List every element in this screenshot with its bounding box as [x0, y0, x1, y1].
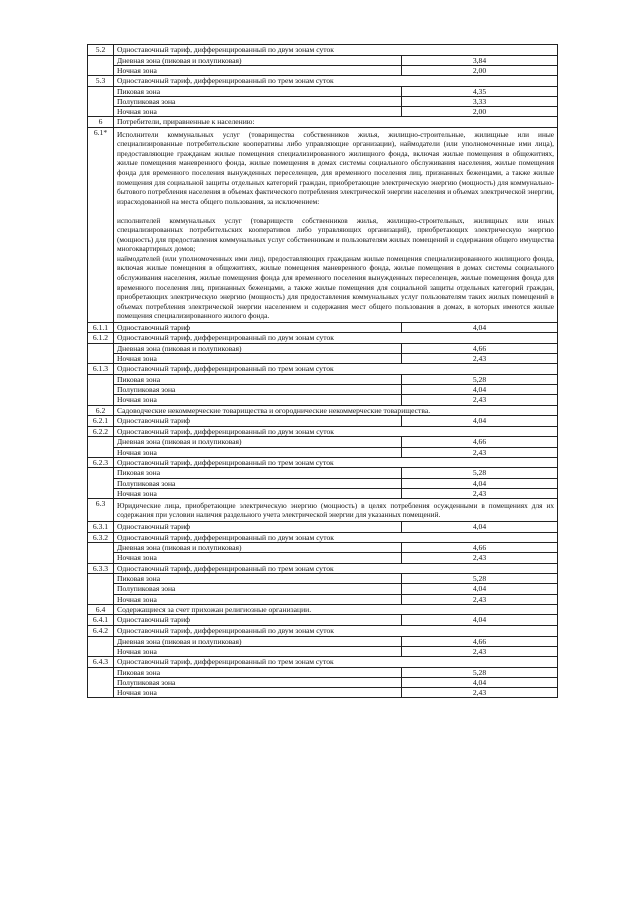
tariff-value: 5,28: [402, 667, 558, 677]
zone-label: Ночная зона: [114, 395, 402, 405]
tariff-value: 5,28: [402, 374, 558, 384]
tariff-value: 4,04: [402, 416, 558, 427]
zone-label: Пиковая зона: [114, 667, 402, 677]
table-row: [88, 488, 558, 498]
row-number: 6.1.2: [88, 333, 114, 344]
table-row: [88, 405, 558, 416]
row-title: Содержащиеся за счет прихожан религиозные организации.: [114, 604, 558, 615]
row-description: Исполнители коммунальных услуг (товарищества собственников жилья, жилищно-строительные, жилищные или иные специализированные потребительские кооперативы либо управляющие организации), наймодатели (или уполномоченные ими лица), предоставляющие гражданам жилые помещения специализированного жилищного фонда, включая жилые помещения в общежитиях, жилые помещения маневренного фонда, жилые помещения в домах системы социального обслуживания населения, жилые помещения фонда для временного поселения вынужденных переселенцев, для временного поселения лиц, признанных беженцами, а также жилые помещения для социальной защиты отдельных категорий граждан, приобретающие электрическую энергию (мощность) для коммунально-бытового потребления населения в объемах фактического потребления электрической энергии населения и объемах электрической энергии, израсходованной на места общего пользования, за исключением: исполнителей коммунальных услуг (товариществ собственников жилья, жилищно-строительных, жилищных или иных специализированных потребительских кооперативов либо управляющих организаций), приобретающих электрическую энергию (мощность) для предоставления коммунальных услуг собственникам и пользователям жилых помещений и содержания общего имущества многоквартирных домов; наймодателей (или уполномоченных ими лиц), предоставляющих гражданам жилые помещения специализированного жилищного фонда, включая жилые помещения в общежитиях, жилые помещения маневренного фонда, жилые помещения в домах системы социального обслуживания населения, жилые помещения фонда для временного поселения вынужденных переселенцев, жилые помещения фонда для временного поселения лиц, признанных беженцами, а также жилые помещения для социальной защиты отдельных категорий граждан, приобретающих электрическую энергию (мощность) для предоставления коммунальных услуг пользователям таких жилых помещений в объемах потребления электрической энергии населением и содержания мест общего пользования в домах, в которых имеются жилые помещения специализированного жилого фонда.: [114, 127, 558, 322]
zone-label: Полупиковая зона: [114, 677, 402, 687]
tariff-value: 4,66: [402, 343, 558, 353]
row-number: 6.2: [88, 405, 114, 416]
zone-label: Пиковая зона: [114, 86, 402, 96]
zone-label: Ночная зона: [114, 65, 402, 75]
table-row: [88, 374, 558, 384]
tariff-value: 4,04: [402, 322, 558, 333]
row-number: 6.1.3: [88, 364, 114, 375]
table-row: [88, 543, 558, 553]
zone-label: Ночная зона: [114, 354, 402, 364]
table-row: [88, 364, 558, 375]
table-row: [88, 65, 558, 75]
table-row: [88, 615, 558, 626]
zone-label: Ночная зона: [114, 447, 402, 457]
tariff-value: 2,43: [402, 488, 558, 498]
tariff-value: 2,43: [402, 354, 558, 364]
tariff-value: 2,43: [402, 395, 558, 405]
row-title: Одноставочный тариф, дифференцированный по двум зонам суток: [114, 333, 558, 344]
row-title: Одноставочный тариф, дифференцированный по трем зонам суток: [114, 657, 558, 668]
table-row: [88, 553, 558, 563]
row-title: Одноставочный тариф, дифференцированный по трем зонам суток: [114, 364, 558, 375]
tariff-value: 4,04: [402, 677, 558, 687]
table-row: [88, 677, 558, 687]
table-row: [88, 322, 558, 333]
row-title: Потребители, приравненные к населению:: [114, 117, 558, 128]
zone-label: Ночная зона: [114, 553, 402, 563]
tariff-value: 5,28: [402, 574, 558, 584]
tariff-value: 4,66: [402, 543, 558, 553]
table-row: [88, 532, 558, 543]
row-description: Юридические лица, приобретающие электрическую энергию (мощность) в целях потребления осужденными в помещениях для их содержания при условии наличия раздельного учета электрической энергии для указанных помещений.: [114, 498, 558, 521]
row-number: 6.3: [88, 498, 114, 521]
zone-label: Ночная зона: [114, 107, 402, 117]
tariff-table: [87, 44, 558, 698]
table-row: [88, 688, 558, 698]
table-row: [88, 626, 558, 637]
row-title: Одноставочный тариф, дифференцированный по двум зонам суток: [114, 626, 558, 637]
zone-label: Дневная зона (пиковая и полупиковая): [114, 55, 402, 65]
table-row: [88, 457, 558, 468]
row-number: 6.3.2: [88, 532, 114, 543]
zone-label: Полупиковая зона: [114, 584, 402, 594]
tariff-value: 3,84: [402, 55, 558, 65]
table-row: [88, 657, 558, 668]
zone-label: Ночная зона: [114, 488, 402, 498]
zone-label: Пиковая зона: [114, 468, 402, 478]
zone-label: Ночная зона: [114, 646, 402, 656]
table-row: [88, 86, 558, 96]
table-row: [88, 584, 558, 594]
tariff-value: 2,43: [402, 447, 558, 457]
table-row: [88, 522, 558, 533]
row-number: 6: [88, 117, 114, 128]
zone-label: Дневная зона (пиковая и полупиковая): [114, 543, 402, 553]
row-number: 6.4: [88, 604, 114, 615]
table-row: [88, 574, 558, 584]
tariff-value: 2,43: [402, 594, 558, 604]
row-title: Одноставочный тариф, дифференцированный по трем зонам суток: [114, 76, 558, 87]
tariff-value: 4,04: [402, 478, 558, 488]
tariff-value: 2,00: [402, 65, 558, 75]
row-number: 5.2: [88, 45, 114, 56]
row-title: Одноставочный тариф, дифференцированный по двум зонам суток: [114, 532, 558, 543]
tariff-value: 4,04: [402, 584, 558, 594]
row-number: 6.2.3: [88, 457, 114, 468]
table-row: [88, 478, 558, 488]
zone-label: Полупиковая зона: [114, 96, 402, 106]
table-row: [88, 437, 558, 447]
tariff-value: 4,66: [402, 636, 558, 646]
row-number: 6.1*: [88, 127, 114, 322]
table-row: [88, 333, 558, 344]
tariff-value: 4,04: [402, 615, 558, 626]
row-title: Одноставочный тариф: [114, 615, 402, 626]
row-number: 6.2.2: [88, 426, 114, 437]
row-title: Одноставочный тариф, дифференцированный по двум зонам суток: [114, 45, 558, 56]
zone-label: Ночная зона: [114, 594, 402, 604]
tariff-value: 2,00: [402, 107, 558, 117]
row-number: 6.4.1: [88, 615, 114, 626]
table-row: [88, 55, 558, 65]
row-number: 6.4.3: [88, 657, 114, 668]
table-row: [88, 416, 558, 427]
table-row: [88, 426, 558, 437]
table-row: [88, 447, 558, 457]
zone-label: Пиковая зона: [114, 374, 402, 384]
zone-label: Ночная зона: [114, 688, 402, 698]
tariff-value: 4,66: [402, 437, 558, 447]
row-number: 6.1.1: [88, 322, 114, 333]
table-row: [88, 76, 558, 87]
table-row: [88, 117, 558, 128]
row-number: 6.3.1: [88, 522, 114, 533]
table-row: [88, 96, 558, 106]
table-row: [88, 646, 558, 656]
row-number: 6.2.1: [88, 416, 114, 427]
row-title: Одноставочный тариф, дифференцированный по трем зонам суток: [114, 563, 558, 574]
zone-label: Полупиковая зона: [114, 478, 402, 488]
tariff-value: 3,33: [402, 96, 558, 106]
tariff-value: 4,04: [402, 385, 558, 395]
tariff-value: 4,04: [402, 522, 558, 533]
row-title: Одноставочный тариф, дифференцированный по трем зонам суток: [114, 457, 558, 468]
tariff-value: 2,43: [402, 646, 558, 656]
zone-label: Пиковая зона: [114, 574, 402, 584]
table-row: [88, 354, 558, 364]
row-title: Одноставочный тариф: [114, 322, 402, 333]
zone-label: Дневная зона (пиковая и полупиковая): [114, 636, 402, 646]
zone-label: Дневная зона (пиковая и полупиковая): [114, 437, 402, 447]
table-row: [88, 667, 558, 677]
row-title: Одноставочный тариф, дифференцированный по двум зонам суток: [114, 426, 558, 437]
table-row: [88, 468, 558, 478]
table-row: [88, 385, 558, 395]
tariff-value: 2,43: [402, 688, 558, 698]
table-row: [88, 636, 558, 646]
row-number: 6.3.3: [88, 563, 114, 574]
table-row: [88, 127, 558, 322]
tariff-value: 4,35: [402, 86, 558, 96]
table-row: [88, 107, 558, 117]
row-title: Садоводческие некоммерческие товарищества и огороднические некоммерческие товарищества.: [114, 405, 558, 416]
table-row: [88, 395, 558, 405]
zone-label: Дневная зона (пиковая и полупиковая): [114, 343, 402, 353]
table-row: [88, 604, 558, 615]
table-row: [88, 563, 558, 574]
zone-label: Полупиковая зона: [114, 385, 402, 395]
table-row: [88, 343, 558, 353]
table-row: [88, 594, 558, 604]
table-row: [88, 45, 558, 56]
tariff-value: 2,43: [402, 553, 558, 563]
tariff-value: 5,28: [402, 468, 558, 478]
row-number: 6.4.2: [88, 626, 114, 637]
row-title: Одноставочный тариф: [114, 416, 402, 427]
row-number: 5.3: [88, 76, 114, 87]
table-row: [88, 498, 558, 521]
row-title: Одноставочный тариф: [114, 522, 402, 533]
